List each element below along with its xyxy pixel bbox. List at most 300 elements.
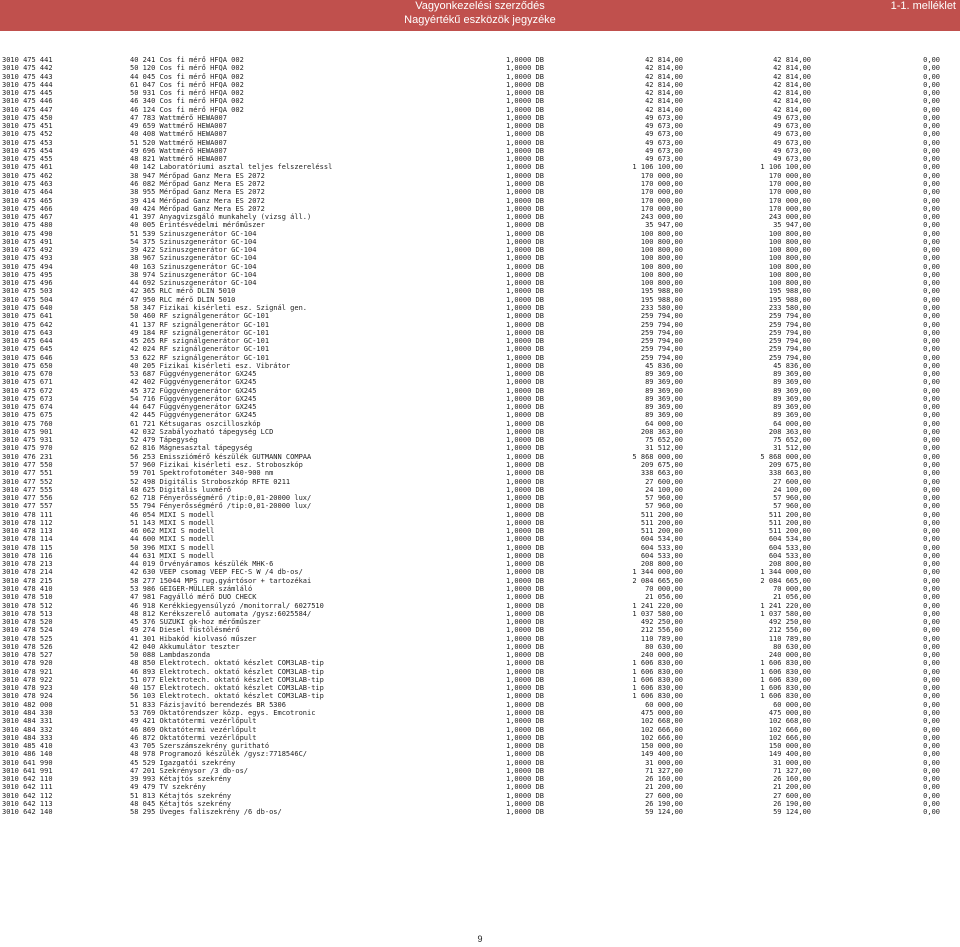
asset-quantity: 1,0000 DB <box>506 675 544 684</box>
depreciation-value: 57 960,00 <box>773 494 811 503</box>
gross-value: 240 000,00 <box>640 651 683 660</box>
net-value: 0,00 <box>923 601 940 610</box>
net-value: 0,00 <box>923 246 940 255</box>
gross-value: 49 673,00 <box>645 138 683 147</box>
asset-code: 3010 475 455 <box>2 155 53 164</box>
depreciation-value: 233 580,00 <box>768 303 811 312</box>
depreciation-value: 170 000,00 <box>768 188 811 197</box>
net-value: 0,00 <box>923 684 940 693</box>
table-row <box>0 577 960 585</box>
depreciation-value: 31 000,00 <box>773 758 811 767</box>
depreciation-value: 243 000,00 <box>768 213 811 222</box>
asset-code: 3010 478 410 <box>2 585 53 593</box>
depreciation-value: 89 369,00 <box>773 411 811 420</box>
asset-code: 3010 475 970 <box>2 444 53 453</box>
gross-value: 243 000,00 <box>640 213 683 222</box>
asset-quantity: 1,0000 DB <box>506 328 544 337</box>
gross-value: 110 789,00 <box>640 634 683 643</box>
depreciation-value: 150 000,00 <box>768 742 811 751</box>
asset-description: 38 974 Szinuszgenerátor GC-104 <box>130 270 257 279</box>
asset-code: 3010 475 641 <box>2 312 53 321</box>
asset-code: 3010 478 512 <box>2 601 53 610</box>
gross-value: 89 369,00 <box>645 394 683 403</box>
depreciation-value: 26 160,00 <box>773 775 811 784</box>
depreciation-value: 21 056,00 <box>773 593 811 602</box>
depreciation-value: 259 794,00 <box>768 328 811 337</box>
net-value: 0,00 <box>923 179 940 188</box>
gross-value: 89 369,00 <box>645 403 683 412</box>
net-value: 0,00 <box>923 130 940 139</box>
gross-value: 1 106 100,00 <box>632 163 683 172</box>
asset-code: 3010 475 465 <box>2 196 53 205</box>
asset-quantity: 1,0000 DB <box>506 518 544 527</box>
gross-value: 31 000,00 <box>645 758 683 767</box>
net-value: 0,00 <box>923 188 940 197</box>
table-row <box>0 767 960 775</box>
depreciation-value: 170 000,00 <box>768 179 811 188</box>
asset-quantity: 1,0000 DB <box>506 337 544 346</box>
gross-value: 259 794,00 <box>640 312 683 321</box>
document-subtitle: Nagyértékű eszközök jegyzéke <box>404 14 556 26</box>
net-value: 0,00 <box>923 766 940 775</box>
net-value: 0,00 <box>923 725 940 734</box>
asset-code: 3010 475 490 <box>2 229 53 238</box>
net-value: 0,00 <box>923 791 940 800</box>
net-value: 0,00 <box>923 733 940 742</box>
depreciation-value: 89 369,00 <box>773 370 811 379</box>
asset-code: 3010 475 443 <box>2 72 53 81</box>
asset-description: 58 295 Üveges faliszekrény /6 db-os/ <box>130 808 282 817</box>
gross-value: 1 606 830,00 <box>632 684 683 693</box>
asset-code: 3010 478 922 <box>2 675 53 684</box>
net-value: 0,00 <box>923 64 940 73</box>
depreciation-value: 1 606 830,00 <box>760 692 811 701</box>
asset-quantity: 1,0000 DB <box>506 80 544 89</box>
table-row <box>0 750 960 758</box>
asset-quantity: 1,0000 DB <box>506 808 544 817</box>
asset-code: 3010 475 450 <box>2 113 53 122</box>
gross-value: 49 673,00 <box>645 155 683 164</box>
gross-value: 604 533,00 <box>640 543 683 552</box>
gross-value: 89 369,00 <box>645 386 683 395</box>
document-title: Vagyonkezelési szerződés <box>415 0 545 12</box>
gross-value: 259 794,00 <box>640 353 683 362</box>
asset-description: 51 520 Wattmérő HEWA007 <box>130 138 227 147</box>
table-row <box>0 502 960 510</box>
asset-code: 3010 475 441 <box>2 56 53 64</box>
asset-quantity: 1,0000 DB <box>506 64 544 73</box>
net-value: 0,00 <box>923 378 940 387</box>
asset-quantity: 1,0000 DB <box>506 221 544 230</box>
asset-description: 41 397 Anyagvizsgáló munkahely (vizsg áll.) <box>130 213 312 222</box>
gross-value: 42 814,00 <box>645 80 683 89</box>
table-row <box>0 775 960 783</box>
net-value: 0,00 <box>923 494 940 503</box>
net-value: 0,00 <box>923 700 940 709</box>
depreciation-value: 49 673,00 <box>773 155 811 164</box>
asset-code: 3010 477 552 <box>2 477 53 486</box>
table-row <box>0 659 960 667</box>
asset-code: 3010 642 113 <box>2 799 53 808</box>
asset-code: 3010 475 671 <box>2 378 53 387</box>
gross-value: 42 814,00 <box>645 72 683 81</box>
header-banner <box>0 0 960 31</box>
table-row <box>0 287 960 295</box>
table-row <box>0 527 960 535</box>
net-value: 0,00 <box>923 394 940 403</box>
asset-description: 49 696 Wattmérő HEWA007 <box>130 146 227 155</box>
asset-quantity: 1,0000 DB <box>506 444 544 453</box>
asset-description: 62 718 Fényerősségmérő /tip:0,01-20000 lux/ <box>130 494 312 503</box>
net-value: 0,00 <box>923 452 940 461</box>
asset-quantity: 1,0000 DB <box>506 461 544 470</box>
table-row <box>0 684 960 692</box>
net-value: 0,00 <box>923 609 940 618</box>
asset-quantity: 1,0000 DB <box>506 799 544 808</box>
depreciation-value: 49 673,00 <box>773 130 811 139</box>
asset-description: 51 077 Elektrotech. oktató készlet COM3LAB-tip <box>130 675 324 684</box>
asset-code: 3010 641 991 <box>2 766 53 775</box>
asset-quantity: 1,0000 DB <box>506 791 544 800</box>
net-value: 0,00 <box>923 163 940 172</box>
asset-quantity: 1,0000 DB <box>506 527 544 536</box>
table-row <box>0 544 960 552</box>
asset-code: 3010 478 920 <box>2 659 53 668</box>
depreciation-value: 259 794,00 <box>768 320 811 329</box>
asset-code: 3010 475 644 <box>2 337 53 346</box>
table-row <box>0 610 960 618</box>
page-number: 9 <box>477 934 483 944</box>
gross-value: 42 814,00 <box>645 89 683 98</box>
net-value: 0,00 <box>923 708 940 717</box>
asset-code: 3010 475 493 <box>2 254 53 263</box>
gross-value: 49 673,00 <box>645 130 683 139</box>
asset-description: 38 955 Mérőpad Ganz Mera ES 2072 <box>130 188 265 197</box>
depreciation-value: 259 794,00 <box>768 353 811 362</box>
asset-description: 62 816 Mágnesasztal tápegység <box>130 444 253 453</box>
asset-quantity: 1,0000 DB <box>506 196 544 205</box>
asset-code: 3010 475 674 <box>2 403 53 412</box>
gross-value: 170 000,00 <box>640 188 683 197</box>
asset-quantity: 1,0000 DB <box>506 155 544 164</box>
asset-description: 46 893 Elektrotech. oktató készlet COM3LAB-tip <box>130 667 324 676</box>
asset-description: 49 184 RF szignálgenerátor GC-101 <box>130 328 270 337</box>
asset-quantity: 1,0000 DB <box>506 510 544 519</box>
gross-value: 100 800,00 <box>640 229 683 238</box>
table-row <box>0 560 960 568</box>
depreciation-value: 21 200,00 <box>773 783 811 792</box>
asset-quantity: 1,0000 DB <box>506 229 544 238</box>
net-value: 0,00 <box>923 436 940 445</box>
net-value: 0,00 <box>923 171 940 180</box>
table-row <box>0 81 960 89</box>
depreciation-value: 89 369,00 <box>773 403 811 412</box>
annex-label: 1-1. melléklet <box>890 0 956 12</box>
asset-code: 3010 478 524 <box>2 626 53 635</box>
table-row <box>0 717 960 725</box>
gross-value: 89 369,00 <box>645 411 683 420</box>
gross-value: 1 606 830,00 <box>632 675 683 684</box>
depreciation-value: 100 800,00 <box>768 229 811 238</box>
table-row <box>0 461 960 469</box>
table-row <box>0 114 960 122</box>
depreciation-value: 259 794,00 <box>768 312 811 321</box>
asset-code: 3010 475 650 <box>2 361 53 370</box>
gross-value: 27 600,00 <box>645 477 683 486</box>
table-row <box>0 370 960 378</box>
net-value: 0,00 <box>923 312 940 321</box>
asset-description: 49 421 Oktatótermi vezérlőpult <box>130 717 257 726</box>
asset-code: 3010 478 113 <box>2 527 53 536</box>
depreciation-value: 110 789,00 <box>768 634 811 643</box>
asset-description: 49 479 TV szekrény <box>130 783 206 792</box>
asset-code: 3010 642 112 <box>2 791 53 800</box>
gross-value: 604 534,00 <box>640 535 683 544</box>
asset-code: 3010 475 642 <box>2 320 53 329</box>
gross-value: 49 673,00 <box>645 122 683 131</box>
table-row <box>0 130 960 138</box>
table-row <box>0 197 960 205</box>
table-row <box>0 420 960 428</box>
table-row <box>0 238 960 246</box>
asset-quantity: 1,0000 DB <box>506 345 544 354</box>
table-row <box>0 362 960 370</box>
asset-code: 3010 475 462 <box>2 171 53 180</box>
asset-description: 48 978 Programozó készülék /gysz:7718546C/ <box>130 750 308 759</box>
asset-code: 3010 475 503 <box>2 287 53 296</box>
gross-value: 1 606 830,00 <box>632 692 683 701</box>
net-value: 0,00 <box>923 229 940 238</box>
gross-value: 100 800,00 <box>640 279 683 288</box>
gross-value: 149 400,00 <box>640 750 683 759</box>
table-row <box>0 676 960 684</box>
asset-description: 49 659 Wattmérő HEWA007 <box>130 122 227 131</box>
asset-description: 43 705 Szerszámszekrény guritható <box>130 742 270 751</box>
gross-value: 1 241 220,00 <box>632 601 683 610</box>
table-row <box>0 651 960 659</box>
net-value: 0,00 <box>923 593 940 602</box>
net-value: 0,00 <box>923 345 940 354</box>
asset-code: 3010 478 921 <box>2 667 53 676</box>
asset-description: 42 032 Szabályozható tápegység LCD <box>130 427 274 436</box>
table-row <box>0 436 960 444</box>
asset-code: 3010 478 525 <box>2 634 53 643</box>
gross-value: 475 000,00 <box>640 708 683 717</box>
gross-value: 21 056,00 <box>645 593 683 602</box>
asset-description: 42 445 Függvénygenerátor GX245 <box>130 411 257 420</box>
asset-code: 3010 475 675 <box>2 411 53 420</box>
asset-quantity: 1,0000 DB <box>506 634 544 643</box>
net-value: 0,00 <box>923 461 940 470</box>
asset-quantity: 1,0000 DB <box>506 477 544 486</box>
gross-value: 89 369,00 <box>645 378 683 387</box>
gross-value: 42 814,00 <box>645 64 683 73</box>
net-value: 0,00 <box>923 469 940 478</box>
asset-code: 3010 475 901 <box>2 427 53 436</box>
gross-value: 511 200,00 <box>640 527 683 536</box>
asset-code: 3010 475 442 <box>2 64 53 73</box>
depreciation-value: 102 666,00 <box>768 733 811 742</box>
depreciation-value: 511 200,00 <box>768 518 811 527</box>
gross-value: 511 200,00 <box>640 510 683 519</box>
table-row <box>0 593 960 601</box>
depreciation-value: 42 814,00 <box>773 97 811 106</box>
asset-quantity: 1,0000 DB <box>506 179 544 188</box>
net-value: 0,00 <box>923 717 940 726</box>
asset-code: 3010 478 111 <box>2 510 53 519</box>
asset-code: 3010 475 492 <box>2 246 53 255</box>
asset-quantity: 1,0000 DB <box>506 667 544 676</box>
gross-value: 212 556,00 <box>640 626 683 635</box>
asset-quantity: 1,0000 DB <box>506 254 544 263</box>
asset-description: 44 647 Függvénygenerátor GX245 <box>130 403 257 412</box>
depreciation-value: 212 556,00 <box>768 626 811 635</box>
asset-code: 3010 478 215 <box>2 576 53 585</box>
table-row <box>0 742 960 750</box>
net-value: 0,00 <box>923 585 940 593</box>
asset-quantity: 1,0000 DB <box>506 146 544 155</box>
asset-quantity: 1,0000 DB <box>506 535 544 544</box>
asset-code: 3010 478 213 <box>2 560 53 569</box>
gross-value: 57 960,00 <box>645 502 683 511</box>
gross-value: 102 666,00 <box>640 725 683 734</box>
table-row <box>0 254 960 262</box>
asset-description: 40 241 Cos fi mérő HFQA 002 <box>130 56 244 64</box>
asset-quantity: 1,0000 DB <box>506 122 544 131</box>
asset-code: 3010 475 453 <box>2 138 53 147</box>
table-row <box>0 692 960 700</box>
table-row <box>0 97 960 105</box>
asset-description: 59 701 Spektrofotométer 340-900 nm <box>130 469 274 478</box>
net-value: 0,00 <box>923 270 940 279</box>
asset-description: 50 460 RF szignálgenerátor GC-101 <box>130 312 270 321</box>
asset-code: 3010 485 410 <box>2 742 53 751</box>
depreciation-value: 42 814,00 <box>773 56 811 64</box>
asset-description: 45 372 Függvénygenerátor GX245 <box>130 386 257 395</box>
asset-quantity: 1,0000 DB <box>506 411 544 420</box>
net-value: 0,00 <box>923 775 940 784</box>
asset-code: 3010 475 670 <box>2 370 53 379</box>
asset-quantity: 1,0000 DB <box>506 436 544 445</box>
gross-value: 80 630,00 <box>645 642 683 651</box>
asset-description: 56 253 Emissziómérő készülék GUTMANN COMPAA <box>130 452 312 461</box>
asset-description: 46 082 Mérőpad Ganz Mera ES 2072 <box>130 179 265 188</box>
table-row <box>0 783 960 791</box>
asset-quantity: 1,0000 DB <box>506 378 544 387</box>
net-value: 0,00 <box>923 444 940 453</box>
asset-code: 3010 642 111 <box>2 783 53 792</box>
depreciation-value: 475 000,00 <box>768 708 811 717</box>
net-value: 0,00 <box>923 204 940 213</box>
asset-description: 46 062 MIXI S modell <box>130 527 215 536</box>
asset-code: 3010 475 645 <box>2 345 53 354</box>
depreciation-value: 102 668,00 <box>768 717 811 726</box>
asset-code: 3010 477 557 <box>2 502 53 511</box>
table-row <box>0 139 960 147</box>
gross-value: 45 836,00 <box>645 361 683 370</box>
table-row <box>0 808 960 816</box>
table-row <box>0 106 960 114</box>
net-value: 0,00 <box>923 295 940 304</box>
gross-value: 70 000,00 <box>645 585 683 593</box>
net-value: 0,00 <box>923 634 940 643</box>
asset-description: 44 600 MIXI S modell <box>130 535 215 544</box>
asset-quantity: 1,0000 DB <box>506 312 544 321</box>
asset-code: 3010 477 551 <box>2 469 53 478</box>
depreciation-value: 42 814,00 <box>773 89 811 98</box>
depreciation-value: 102 666,00 <box>768 725 811 734</box>
gross-value: 31 512,00 <box>645 444 683 453</box>
asset-quantity: 1,0000 DB <box>506 626 544 635</box>
asset-description: 40 424 Mérőpad Ganz Mera ES 2072 <box>130 204 265 213</box>
asset-quantity: 1,0000 DB <box>506 370 544 379</box>
gross-value: 100 800,00 <box>640 246 683 255</box>
asset-quantity: 1,0000 DB <box>506 543 544 552</box>
asset-description: 46 340 Cos fi mérő HFQA 002 <box>130 97 244 106</box>
asset-code: 3010 478 510 <box>2 593 53 602</box>
table-row <box>0 626 960 634</box>
gross-value: 100 800,00 <box>640 237 683 246</box>
table-row <box>0 709 960 717</box>
net-value: 0,00 <box>923 80 940 89</box>
net-value: 0,00 <box>923 411 940 420</box>
asset-code: 3010 475 495 <box>2 270 53 279</box>
asset-description: 50 088 Lambdaszonda <box>130 651 211 660</box>
net-value: 0,00 <box>923 675 940 684</box>
net-value: 0,00 <box>923 518 940 527</box>
asset-quantity: 1,0000 DB <box>506 494 544 503</box>
asset-code: 3010 475 454 <box>2 146 53 155</box>
asset-description: 38 947 Mérőpad Ganz Mera ES 2072 <box>130 171 265 180</box>
asset-description: 61 721 Kétsugaras oszcilloszkóp <box>130 419 261 428</box>
gross-value: 100 800,00 <box>640 270 683 279</box>
table-row <box>0 163 960 171</box>
asset-quantity: 1,0000 DB <box>506 262 544 271</box>
asset-code: 3010 484 332 <box>2 725 53 734</box>
net-value: 0,00 <box>923 353 940 362</box>
gross-value: 64 000,00 <box>645 419 683 428</box>
depreciation-value: 170 000,00 <box>768 196 811 205</box>
depreciation-value: 71 327,00 <box>773 766 811 775</box>
gross-value: 208 800,00 <box>640 560 683 569</box>
net-value: 0,00 <box>923 56 940 64</box>
gross-value: 26 160,00 <box>645 775 683 784</box>
gross-value: 57 960,00 <box>645 494 683 503</box>
depreciation-value: 5 868 000,00 <box>760 452 811 461</box>
asset-quantity: 1,0000 DB <box>506 303 544 312</box>
asset-code: 3010 486 140 <box>2 750 53 759</box>
net-value: 0,00 <box>923 221 940 230</box>
asset-quantity: 1,0000 DB <box>506 750 544 759</box>
asset-quantity: 1,0000 DB <box>506 609 544 618</box>
asset-description: 45 265 RF szignálgenerátor GC-101 <box>130 337 270 346</box>
table-row <box>0 180 960 188</box>
table-row <box>0 263 960 271</box>
asset-quantity: 1,0000 DB <box>506 469 544 478</box>
depreciation-value: 80 630,00 <box>773 642 811 651</box>
asset-quantity: 1,0000 DB <box>506 659 544 668</box>
gross-value: 338 663,00 <box>640 469 683 478</box>
net-value: 0,00 <box>923 89 940 98</box>
asset-code: 3010 475 646 <box>2 353 53 362</box>
table-row <box>0 73 960 81</box>
gross-value: 209 675,00 <box>640 461 683 470</box>
asset-description: 40 205 Fizikai kisérleti esz. Vibrátor <box>130 361 291 370</box>
depreciation-value: 42 814,00 <box>773 105 811 114</box>
asset-description: 46 124 Cos fi mérő HFQA 002 <box>130 105 244 114</box>
depreciation-value: 208 800,00 <box>768 560 811 569</box>
net-value: 0,00 <box>923 262 940 271</box>
